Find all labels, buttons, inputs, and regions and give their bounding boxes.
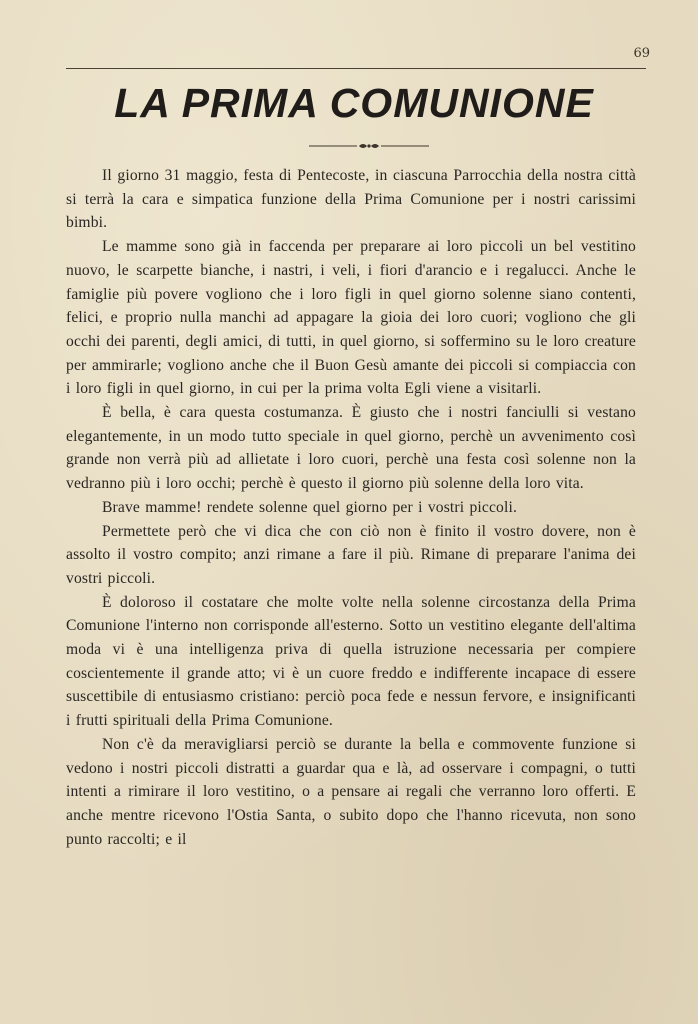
paragraph: Non c'è da meravigliarsi perciò se durante la bella e commovente funzione si vedono i nostri piccoli distratti a guardar qua e là, ad osservare i compagni, o tutti intenti a rimirare il loro vestitino, o a pensare ai regali che verranno loro offerti. E anche mentre ricevono l'Ostia Santa, o subito dopo che l'hanno ricevuta, non sono punto raccolti; e il: [66, 735, 636, 848]
paragraph: Permettete però che vi dica che con ciò non è finito il vostro dovere, non è assolto il vostro compito; anzi rimane a fare il più. Rimane di preparare l'anima dei vostri piccoli.: [66, 522, 636, 587]
article-title: LA PRIMA COMUNIONE: [114, 80, 594, 126]
article-body: [66, 164, 636, 851]
paragraph: È doloroso il costatare che molte volte nella solenne circostanza della Prima Comunione l'interno non corrisponde all'esterno. Sotto un vestitino elegante dell'altima moda vi è una intelligenza priva di quella istruzione necessaria per compiere coscientemente il grande atto; vi è un cuore freddo e indifferente incapace di essere suscettibile di entusiasmo cristiano: perciò poca fede e nessun fervore, e insignificanti i frutti spirituali della Prima Comunione.: [66, 593, 636, 730]
header-rule: [66, 68, 646, 69]
page-number: 69: [633, 46, 650, 61]
paragraph: Il giorno 31 maggio, festa di Pentecoste, in ciascuna Parrocchia della nostra città si terrà la cara e simpatica funzione della Prima Comunione per i nostri carissimi bimbi.: [66, 167, 636, 232]
paragraph: È bella, è cara questa costumanza. È giusto che i nostri fanciulli si vestano elegantemente, in un modo tutto speciale in quel giorno, perchè un avvenimento così grande non verrà più ad allietate i loro cuori, perchè una festa così solenne non la vedranno più i loro occhi; perchè è questo il giorno più solenne della loro vita.: [66, 404, 636, 493]
paragraph: Le mamme sono già in faccenda per preparare ai loro piccoli un bel vestitino nuovo, le scarpette bianche, i nastri, i veli, i fiori d'arancio e i regalucci. Anche le famiglie più povere vogliono che i loro figli in quel giorno solenne siano contenti, felici, e proprio nulla manchi ad appagare la gioia dei loro cuori; vogliono che gli occhi dei parenti, degli amici, di tutti, in quel giorno, si soffermino su le loro creature per ammirarle; vogliono anche che il Buon Gesù amante dei piccoli si compiaccia con i loro figli in quel giorno, in cui per la prima volta Egli viene a visitarli.: [66, 238, 636, 398]
paragraph: Brave mamme! rendete solenne quel giorno per i vostri piccoli.: [102, 498, 518, 516]
title-ornament: [309, 141, 429, 151]
